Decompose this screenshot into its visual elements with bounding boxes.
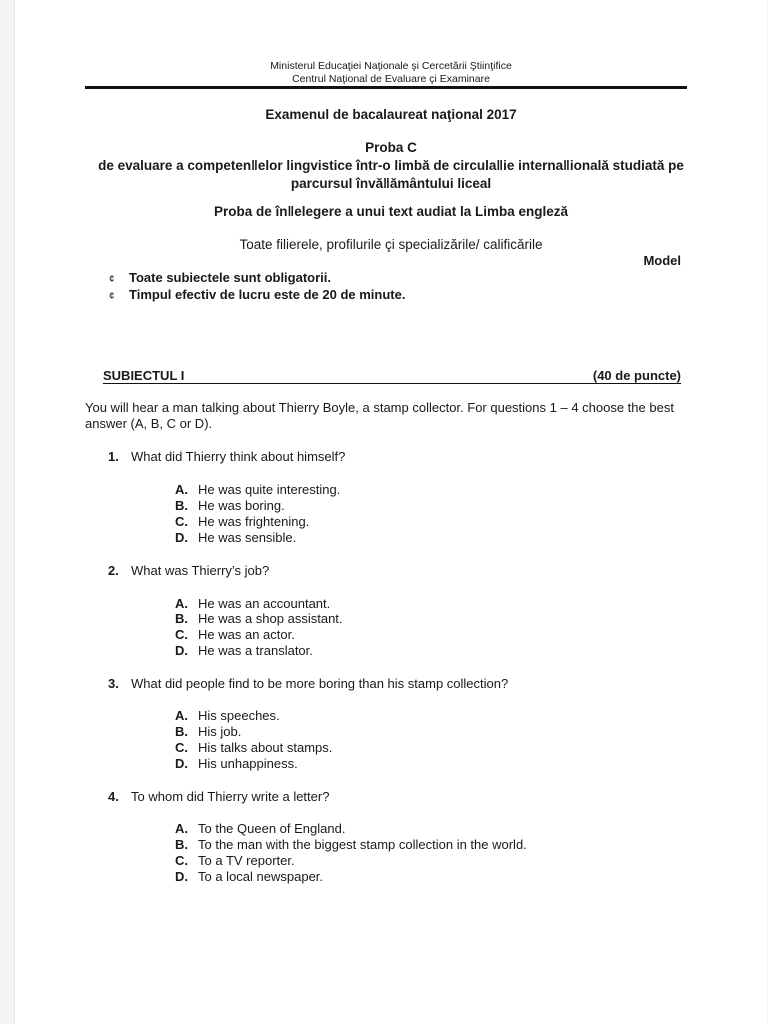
answer-option <box>175 482 340 498</box>
proba-block <box>15 139 767 193</box>
question <box>108 563 269 578</box>
question-text: What did Thierry think about himself? <box>131 449 346 464</box>
question <box>108 789 329 804</box>
answer-option <box>175 611 343 627</box>
model-label: Model <box>643 253 681 268</box>
option-letter: B. <box>175 837 188 852</box>
filiere-line: Toate filierele, profilurile çi specializările/ calificările <box>239 237 543 252</box>
option-text: He was quite interesting. <box>198 482 341 497</box>
answer-option <box>175 853 295 869</box>
subject-label: SUBIECTUL I <box>103 368 185 383</box>
option-text: He was frightening. <box>198 514 310 529</box>
option-letter: D. <box>175 869 188 884</box>
option-letter: A. <box>175 596 188 611</box>
question-number: 4. <box>108 789 119 804</box>
subject-points: (40 de puncte) <box>592 368 681 383</box>
answer-option <box>175 740 332 756</box>
bullet-icon: ¢ <box>109 274 115 285</box>
subject-intro: You will hear a man talking about Thierry Boyle, a stamp collector. For questions 1 – 4 choose the best answer (A, B, C or D). <box>85 400 674 431</box>
answer-option <box>175 708 280 724</box>
question-number: 2. <box>108 563 119 578</box>
answer-option <box>175 756 298 772</box>
answer-option <box>175 514 309 530</box>
proba-subtitle: Proba de în‖elegere a unui text audiat la Limba engleză <box>213 204 569 219</box>
option-letter: D. <box>175 756 188 771</box>
question-text: What did people find to be more boring than his stamp collection? <box>131 676 509 691</box>
instruction-text: Timpul efectiv de lucru este de 20 de minute. <box>129 287 406 302</box>
option-text: His talks about stamps. <box>198 740 333 755</box>
answer-option <box>175 821 345 837</box>
option-text: He was sensible. <box>198 530 297 545</box>
option-text: He was a translator. <box>198 643 313 658</box>
question <box>108 449 345 464</box>
option-text: To a TV reporter. <box>198 853 295 868</box>
option-text: To the man with the biggest stamp collection in the world. <box>198 837 527 852</box>
option-letter: D. <box>175 643 188 658</box>
option-text: He was a shop assistant. <box>198 611 343 626</box>
answer-option <box>175 724 241 740</box>
subject-underline <box>103 383 681 384</box>
instruction-item <box>109 270 331 285</box>
option-letter: C. <box>175 627 188 642</box>
option-text: His unhappiness. <box>198 756 298 771</box>
question-number: 1. <box>108 449 119 464</box>
option-letter: C. <box>175 514 188 529</box>
ministry-line-1: Ministerul Educaţiei Naţionale şi Cercetării Ştiinţifice <box>270 60 512 72</box>
option-text: To a local newspaper. <box>198 869 324 884</box>
exam-page <box>14 0 767 1024</box>
option-letter: B. <box>175 498 188 513</box>
exam-title: Examenul de bacalaureat naţional 2017 <box>265 107 517 122</box>
question-text: To whom did Thierry write a letter? <box>131 789 330 804</box>
option-letter: C. <box>175 853 188 868</box>
answer-option <box>175 837 527 853</box>
option-text: To the Queen of England. <box>198 821 346 836</box>
proba-desc-line-2: parcursul învă‖ământului liceal <box>290 176 492 191</box>
option-letter: D. <box>175 530 188 545</box>
option-letter: C. <box>175 740 188 755</box>
option-letter: B. <box>175 724 188 739</box>
option-text: His speeches. <box>198 708 280 723</box>
answer-option <box>175 530 296 546</box>
option-letter: A. <box>175 708 188 723</box>
answer-option <box>175 498 285 514</box>
question-text: What was Thierry’s job? <box>131 563 270 578</box>
ministry-line-2: Centrul Naţional de Evaluare çi Examinare <box>292 73 490 85</box>
option-text: He was boring. <box>198 498 285 513</box>
bullet-icon: ¢ <box>109 291 115 302</box>
option-letter: A. <box>175 821 188 836</box>
proba-desc-line-1: de evaluare a competen‖elor lingvistice într-o limbă de circula‖ie interna‖ională studiată pe <box>98 158 684 173</box>
option-text: He was an accountant. <box>198 596 331 611</box>
answer-option <box>175 596 330 612</box>
option-letter: A. <box>175 482 188 497</box>
answer-option <box>175 869 323 885</box>
question <box>108 676 508 691</box>
option-text: He was an actor. <box>198 627 295 642</box>
header-rule <box>85 86 687 89</box>
instruction-text: Toate subiectele sunt obligatorii. <box>129 270 332 285</box>
option-letter: B. <box>175 611 188 626</box>
answer-option <box>175 627 295 643</box>
answer-option <box>175 643 313 659</box>
question-number: 3. <box>108 676 119 691</box>
instruction-item <box>109 287 405 302</box>
option-text: His job. <box>198 724 242 739</box>
ministry-header <box>15 60 767 86</box>
proba-title: Proba C <box>365 140 417 155</box>
